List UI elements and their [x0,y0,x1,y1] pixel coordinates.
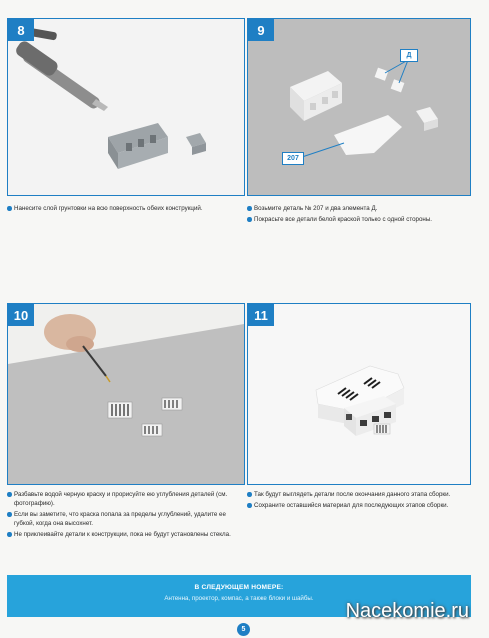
step-8-caption-item: Нанесите слой грунтовки на всю поверхность обеих конструкций. [7,204,243,213]
step-11-photo [248,304,470,484]
watermark: Nacekomie.ru [345,600,469,622]
white-cabin-model [290,71,342,121]
step-9-caption-item: Возьмите деталь № 207 и два элемента Д. [247,204,469,213]
part-D-2 [391,79,405,92]
step-9-caption-item: Покрасьте все детали белой краской только с одной стороны. [247,215,469,224]
step-9-caption [247,204,469,226]
next-issue-text: Антенна, проектор, компас, а также блоки и шайбы. [164,595,314,602]
step-11-caption [247,490,469,512]
step-10-caption-item: Разбавьте водой черную краску и прорисуйте ею углубления деталей (см. фотографию). [7,490,243,508]
part-207 [334,115,402,155]
step-10-caption-item: Не приклеивайте детали к конструкции, пока не будут установлены стекла. [7,530,243,539]
step-9-photo [248,19,470,195]
step-10-caption [7,490,243,541]
page-number: 5 [237,623,250,636]
step-8-photo [8,19,244,195]
step-11-caption-item: Сохраните оставшийся материал для последующих этапов сборки. [247,501,469,510]
part-D-1 [375,68,389,81]
painted-grille-part-3 [142,424,162,436]
painted-grille-part-1 [108,402,132,418]
step-8-badge: 8 [8,19,34,41]
step-10-caption-item: Если вы заметите, что краска попала за пределы углублений, удалите ее губкой, когда она высохнет. [7,510,243,528]
step-8-caption [7,204,243,215]
step-11-panel [247,303,471,485]
grey-cabin-model [108,123,168,169]
step-11-caption-item: Так будут выглядеть детали после окончания данного этапа сборки. [247,490,469,499]
finished-cabin-model [316,366,404,436]
callout-D: Д [400,49,418,62]
step-9-panel [247,18,471,196]
callout-207: 207 [282,152,304,165]
step-10-panel [7,303,245,485]
step-8-panel [7,18,245,196]
next-issue-title: В СЛЕДУЮЩЕМ НОМЕРЕ: [194,584,284,591]
step-10-badge: 10 [8,304,34,326]
painted-grille-part-2 [162,398,182,410]
step-9-badge: 9 [248,19,274,41]
step-11-badge: 11 [248,304,274,326]
step-10-photo [8,304,244,484]
